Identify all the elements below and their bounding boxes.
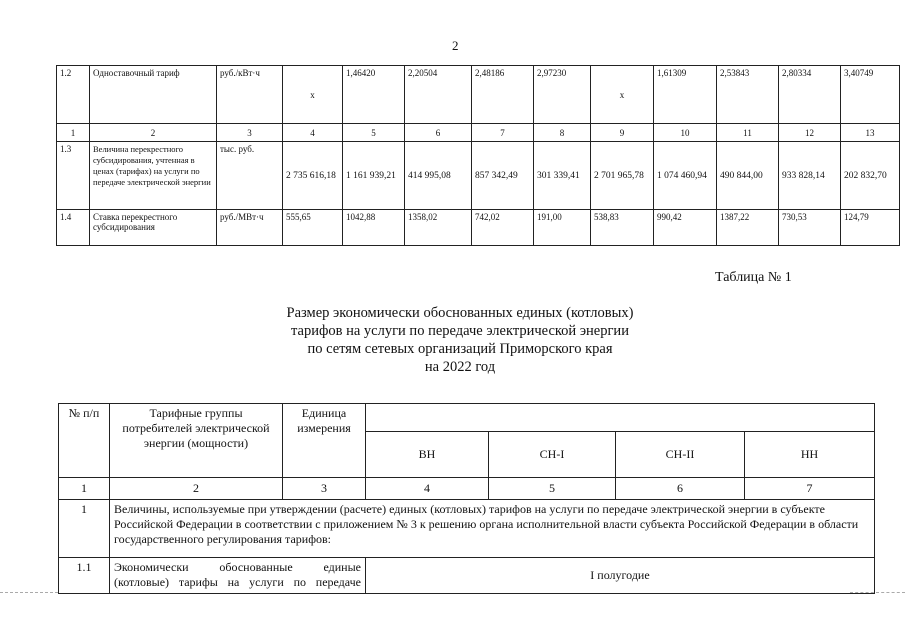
index-cell: 11 [717,124,779,142]
index-row [59,478,875,500]
row-num: 1.2 [57,66,90,124]
cell: 2,80334 [779,66,841,124]
index-cell: 1 [57,124,90,142]
row-num: 1.4 [57,210,90,246]
index-cell: 13 [841,124,900,142]
row-num: 1 [59,500,110,558]
cell: 538,83 [591,210,654,246]
cell: 1,61309 [654,66,717,124]
table-row [57,142,900,210]
title-line: тарифов на услуги по передаче электрической энергии [291,323,629,339]
header-num: № п/п [59,404,110,478]
cell: 857 342,49 [472,142,534,210]
row-num: 1.1 [59,558,110,594]
scan-line [850,592,905,593]
header-blank [366,404,875,432]
index-cell: 3 [217,124,283,142]
index-cell: 5 [343,124,405,142]
index-row [57,124,900,142]
cell: 191,00 [534,210,591,246]
title-line: на 2022 год [424,359,496,375]
cell: 2 735 616,18 [283,142,343,210]
cell: 124,79 [841,210,900,246]
level-header: ВН [366,432,489,478]
cell: 1 161 939,21 [343,142,405,210]
cell: 490 844,00 [717,142,779,210]
level-header: НН [745,432,875,478]
index-cell: 7 [745,478,875,500]
index-cell: 6 [616,478,745,500]
row-text-line: Экономически обоснованные единые [114,560,361,574]
index-cell: 6 [405,124,472,142]
tariff-table [58,403,875,594]
table-label: Таблица № 1 [715,270,792,285]
row-unit: руб./МВт·ч [217,210,283,246]
scan-line [0,592,58,593]
row-text: Величины, используемые при утверждении (расчете) единых (котловых) тарифов на услуги по передаче электрической энергии в субъекте Российской Федерации в соответствии с приложением № 3 к решению органа исполнительной власти субъекта Российской Федерации в области государственного регулирования тарифов: [110,500,875,558]
cell: 3,40749 [841,66,900,124]
index-cell: 5 [489,478,616,500]
index-cell: 4 [283,124,343,142]
cell: 1387,22 [717,210,779,246]
index-cell: 7 [472,124,534,142]
cell: 555,65 [283,210,343,246]
index-cell: 12 [779,124,841,142]
row-name: Одноставочный тариф [90,66,217,124]
cell: 1358,02 [405,210,472,246]
cell: 2 701 965,78 [591,142,654,210]
index-cell: 10 [654,124,717,142]
level-header: СН-II [616,432,745,478]
index-cell: 1 [59,478,110,500]
title-line: по сетям сетевых организаций Приморского края [307,341,613,357]
cell: х [591,66,654,124]
table-row [57,66,900,124]
row-unit: тыс. руб. [217,142,283,210]
cell: 742,02 [472,210,534,246]
header-unit: Единица измерения [283,404,366,478]
header-group: Тарифные группы потребителей электрической энергии (мощности) [110,404,283,478]
index-cell: 2 [90,124,217,142]
cell: 414 995,08 [405,142,472,210]
row-text [110,558,366,594]
cell: 301 339,41 [534,142,591,210]
cell: 2,53843 [717,66,779,124]
header-row [59,404,875,432]
cell: 1042,88 [343,210,405,246]
index-cell: 3 [283,478,366,500]
row-name: Ставка перекрестного субсидирования [90,210,217,246]
cell: 2,97230 [534,66,591,124]
cell: 1 074 460,94 [654,142,717,210]
index-cell: 8 [534,124,591,142]
cell: 990,42 [654,210,717,246]
page-title [180,304,740,376]
subsidy-table [56,65,900,246]
cell: 2,48186 [472,66,534,124]
row-num: 1.3 [57,142,90,210]
level-header: СН-I [489,432,616,478]
table-row [59,500,875,558]
cell: х [283,66,343,124]
cell: 1,46420 [343,66,405,124]
title-line: Размер экономически обоснованных единых (котловых) [286,305,634,321]
table-row [57,210,900,246]
table-row [59,558,875,594]
page-number: 2 [452,38,459,53]
cell: 730,53 [779,210,841,246]
cell: 933 828,14 [779,142,841,210]
row-name: Величина перекрестного субсидирования, учтенная в ценах (тарифах) на услуги по передаче электрической энергии [90,142,217,210]
index-cell: 2 [110,478,283,500]
index-cell: 4 [366,478,489,500]
cell: 202 832,70 [841,142,900,210]
index-cell: 9 [591,124,654,142]
cell: 2,20504 [405,66,472,124]
row-text-line: (котловые) тарифы на услуги по передаче [114,575,361,589]
row-unit: руб./кВт·ч [217,66,283,124]
period-cell: I полугодие [366,558,875,594]
